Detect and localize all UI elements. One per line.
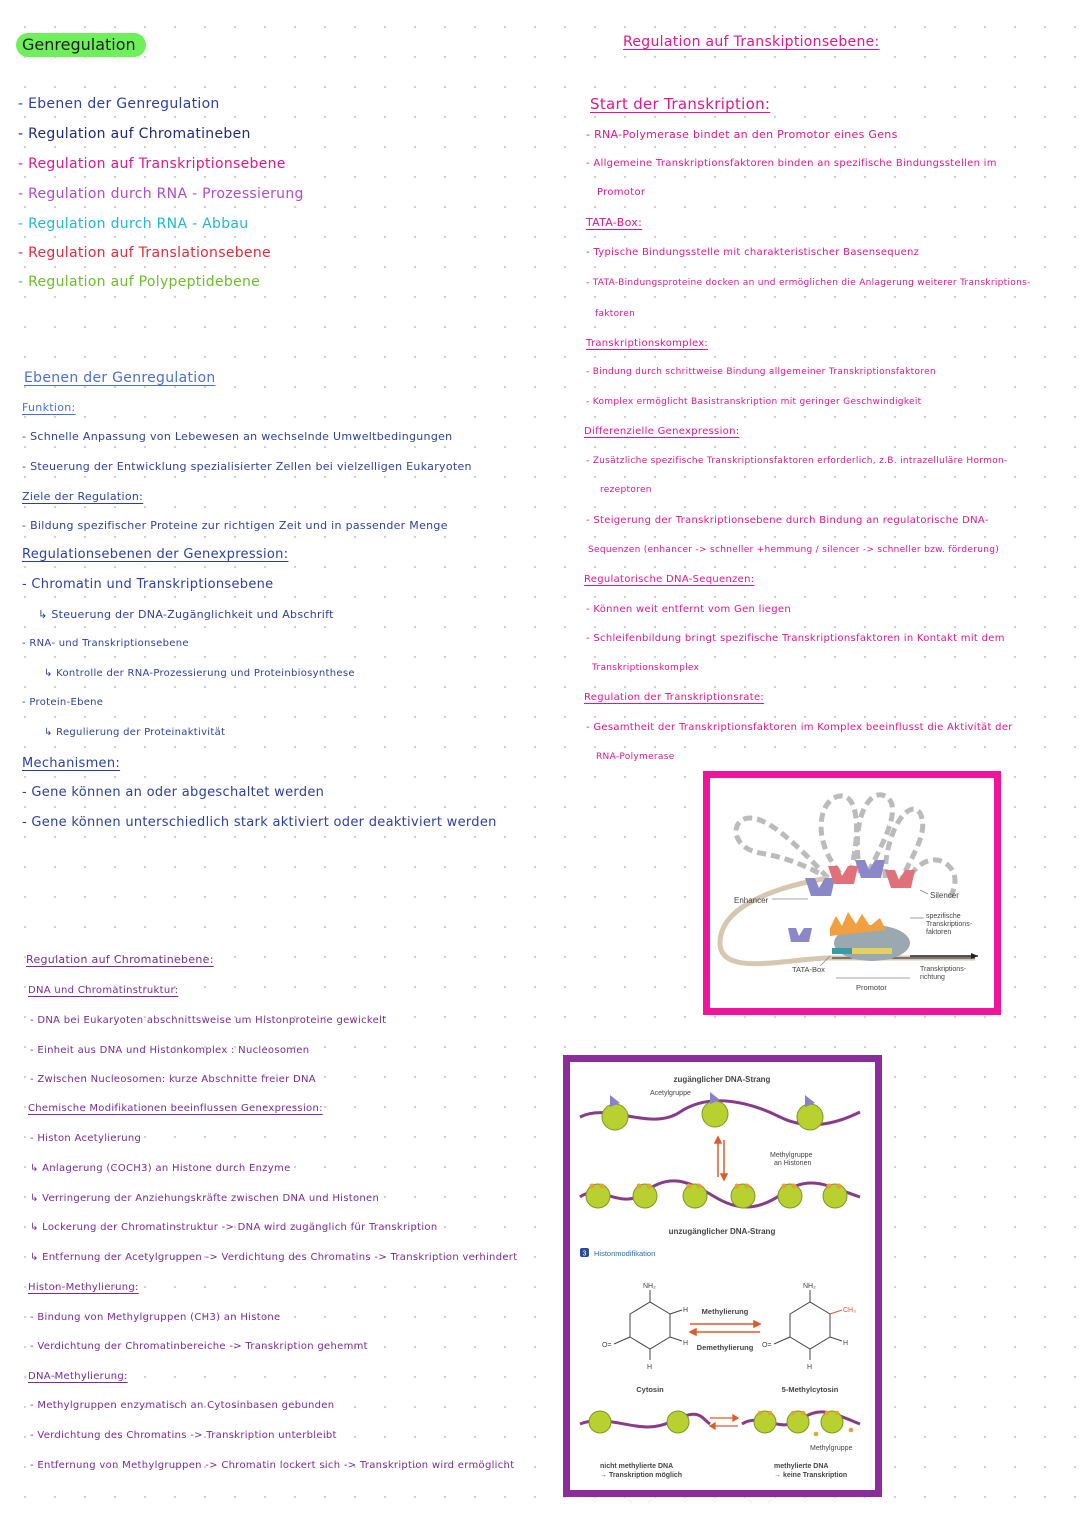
dna-loop bbox=[821, 796, 857, 873]
arrow-down-icon bbox=[721, 1174, 727, 1180]
svg-text:CH₃: CH₃ bbox=[843, 1307, 856, 1314]
figure-badge-number: 3 bbox=[582, 1250, 587, 1258]
enhancer-label: Enhancer bbox=[734, 896, 769, 905]
svg-text:H: H bbox=[843, 1340, 849, 1347]
overview-item: - Regulation auf Polypeptidebene bbox=[18, 274, 261, 290]
subheading: Regulatorische DNA-Sequenzen: bbox=[584, 574, 755, 585]
nucleosome bbox=[683, 1184, 707, 1208]
bullet-text: - Gesamtheit der Transkriptionsfaktoren im Komplex beeinflusst die Aktivität der bbox=[586, 722, 1013, 733]
bullet-text: - Schleifenbildung bringt spezifische Transkriptionsfaktoren in Kontakt mit dem bbox=[586, 633, 1005, 644]
promotor-label: Promotor bbox=[856, 983, 887, 992]
nucleosome bbox=[589, 1411, 611, 1433]
bullet-text: - Bindung durch schrittweise Bindung allgemeiner Transkriptionsfaktoren bbox=[586, 367, 936, 377]
subheading: Regulationsebenen der Genexpression: bbox=[22, 547, 289, 562]
overview-item: - Regulation durch RNA - Abbau bbox=[18, 216, 249, 232]
figure-histone-modification bbox=[563, 1055, 882, 1497]
subheading: Transkriptionskomplex: bbox=[586, 338, 709, 349]
bullet-text: ↳ Kontrolle der RNA-Prozessierung und Proteinbiosynthese bbox=[44, 668, 355, 679]
overview-item: - Ebenen der Genregulation bbox=[18, 96, 220, 112]
subheading: Funktion: bbox=[22, 401, 76, 414]
subheading: Chemische Modifikationen beeinflussen Genexpression: bbox=[28, 1103, 323, 1114]
silencer-protein bbox=[885, 870, 915, 888]
arrow-right-icon bbox=[754, 1321, 760, 1327]
demethylierung-label: Demethylierung bbox=[696, 1343, 754, 1352]
svg-text:NH₂: NH₂ bbox=[643, 1283, 656, 1290]
specific-factors-label: spezifische bbox=[926, 913, 961, 920]
bullet-text: - Protein-Ebene bbox=[22, 697, 104, 708]
bullet-text: - Komplex ermöglicht Basistranskription mit geringer Geschwindigkeit bbox=[586, 397, 922, 407]
bullet-text: - Typische Bindungsstelle mit charakteristischer Basensequenz bbox=[586, 247, 920, 258]
nucleosome bbox=[731, 1184, 755, 1208]
bullet-text: - Einheit aus DNA und Histonkomplex : Nucleosomen bbox=[30, 1045, 310, 1056]
bullet-text: RNA-Polymerase bbox=[596, 752, 675, 762]
bullet-text: Sequenzen (enhancer -> schneller +hemmung / silencer -> schneller bzw. förderung) bbox=[588, 545, 1000, 555]
svg-text:H: H bbox=[807, 1364, 813, 1371]
inaccessible-strand-label: unzugänglicher DNA-Strang bbox=[668, 1227, 776, 1236]
histonmod-label: Histonmodifikation bbox=[594, 1249, 656, 1258]
svg-text:H: H bbox=[683, 1340, 689, 1347]
page-title: Genregulation bbox=[16, 33, 146, 57]
bullet-text: - DNA bei Eukaryoten abschnittsweise um Histonproteine gewickelt bbox=[30, 1015, 387, 1026]
cytosine-structure bbox=[614, 1290, 682, 1360]
tata-box-label: TATA-Box bbox=[792, 965, 825, 974]
bullet-text: - Steuerung der Entwicklung spezialisierter Zellen bei vielzelligen Eukaryoten bbox=[22, 460, 472, 473]
methyl-histone-label: an Histonen bbox=[774, 1160, 812, 1167]
direction-label: Transkriptions- bbox=[920, 966, 967, 973]
svg-text:H: H bbox=[683, 1307, 689, 1314]
bullet-text: ↳ Verringerung der Anziehungskräfte zwischen DNA und Histonen bbox=[30, 1193, 380, 1204]
methylcytosine-structure bbox=[774, 1290, 842, 1360]
nucleosome bbox=[787, 1411, 809, 1433]
tata-box bbox=[832, 948, 852, 954]
svg-text:O=: O= bbox=[762, 1342, 772, 1349]
arrow-left-icon bbox=[690, 1329, 696, 1335]
cytosin-label: Cytosin bbox=[636, 1385, 664, 1394]
bullet-text: - RNA- und Transkriptionsebene bbox=[22, 638, 189, 649]
subheading: Regulation der Transkriptionsrate: bbox=[584, 692, 765, 703]
overview-item: - Regulation auf Chromatineben bbox=[18, 126, 251, 142]
bullet-text: - RNA-Polymerase bindet an den Promotor eines Gens bbox=[586, 128, 898, 141]
methyl-histone-label: Methylgruppe bbox=[770, 1152, 813, 1159]
arrow-up-icon bbox=[715, 1137, 721, 1143]
overview-item: - Regulation durch RNA - Prozessierung bbox=[18, 186, 304, 202]
methylierung-label: Methylierung bbox=[701, 1307, 749, 1316]
bullet-text: - Entfernung von Methylgruppen -> Chromatin lockert sich -> Transkription wird ermöglicht bbox=[30, 1460, 515, 1471]
bullet-text: ↳ Steuerung der DNA-Zugänglichkeit und Abschrift bbox=[38, 608, 334, 621]
nucleosome bbox=[667, 1411, 689, 1433]
bullet-text: - Bindung von Methylgruppen (CH3) an Histone bbox=[30, 1312, 281, 1323]
bullet-text: - Steigerung der Transkriptionsebene durch Bindung an regulatorische DNA- bbox=[586, 515, 989, 526]
subheading: Mechanismen: bbox=[22, 756, 121, 771]
methylated-label: methylierte DNA bbox=[774, 1463, 829, 1470]
bullet-text: - Allgemeine Transkriptionsfaktoren binden an spezifische Bindungsstellen im bbox=[586, 158, 997, 169]
bullet-text: - Gene können an oder abgeschaltet werden bbox=[22, 785, 325, 800]
bullet-text: - Verdichtung der Chromatinbereiche -> Transkription gehemmt bbox=[30, 1341, 368, 1352]
bullet-text: ↳ Lockerung der Chromatinstruktur -> DNA wird zugänglich für Transkription bbox=[30, 1222, 438, 1233]
arrow-right-icon bbox=[733, 1415, 738, 1421]
bullet-text: - Chromatin und Transkriptionsebene bbox=[22, 577, 274, 592]
dna-strand bbox=[580, 1181, 860, 1207]
nucleosome bbox=[797, 1104, 823, 1130]
overview-item: - Regulation auf Translationsebene bbox=[18, 245, 271, 261]
section-heading: Regulation auf Transkiptionsebene: bbox=[623, 34, 880, 50]
bullet-text: faktoren bbox=[595, 309, 636, 319]
subheading: Start der Transkription: bbox=[590, 95, 771, 113]
methylgruppe-label: Methylgruppe bbox=[810, 1445, 853, 1452]
bullet-text: rezeptoren bbox=[600, 485, 652, 495]
subheading: DNA und Chromatinstruktur: bbox=[28, 985, 179, 996]
subheading: Ziele der Regulation: bbox=[22, 490, 144, 503]
specific-factors-label: Transkriptions- bbox=[926, 921, 973, 928]
bullet-text: - Gene können unterschiedlich stark aktiviert oder deaktiviert werden bbox=[22, 815, 497, 830]
activator-protein bbox=[855, 860, 885, 878]
svg-text:O=: O= bbox=[602, 1342, 612, 1349]
bullet-text: ↳ Regulierung der Proteinaktivität bbox=[44, 727, 226, 738]
bullet-text: - Schnelle Anpassung von Lebewesen an wechselnde Umweltbedingungen bbox=[22, 430, 453, 443]
bullet-text: - Histon Acetylierung bbox=[30, 1133, 142, 1144]
bullet-text: - Zwischen Nucleosomen: kurze Abschnitte freier DNA bbox=[30, 1074, 316, 1085]
nucleosome bbox=[778, 1184, 802, 1208]
subheading: Histon-Methylierung: bbox=[28, 1282, 139, 1293]
accessible-strand-label: zugänglicher DNA-Strang bbox=[673, 1075, 771, 1084]
section-heading: Regulation auf Chromatinebene: bbox=[26, 953, 214, 966]
bullet-text: - TATA-Bindungsproteine docken an und ermöglichen die Anlagerung weiterer Transkriptions- bbox=[586, 278, 1031, 288]
specific-factors-label: faktoren bbox=[926, 929, 952, 936]
nucleosome bbox=[586, 1184, 610, 1208]
unmethylated-label: → Transkription möglich bbox=[600, 1472, 683, 1479]
methylcytosin-label: 5-Methylcytosin bbox=[781, 1385, 839, 1394]
section-heading: Ebenen der Genregulation bbox=[24, 370, 216, 386]
bullet-text: Transkriptionskomplex bbox=[592, 663, 700, 673]
nucleosome bbox=[702, 1101, 728, 1127]
tata-binding-protein bbox=[788, 928, 812, 942]
nucleosome bbox=[821, 1411, 843, 1433]
subheading: TATA-Box: bbox=[586, 216, 643, 229]
promotor-region bbox=[852, 948, 892, 954]
bullet-text: - Zusätzliche spezifische Transkriptionsfaktoren erforderlich, z.B. intrazelluläre Hormon- bbox=[586, 456, 1008, 466]
nucleosome bbox=[602, 1104, 628, 1130]
bullet-text: ↳ Anlagerung (COCH3) an Histone durch Enzyme bbox=[30, 1163, 291, 1174]
overview-item: - Regulation auf Transkriptionsebene bbox=[18, 156, 286, 172]
transcription-diagram bbox=[710, 778, 994, 1008]
bullet-text: - Verdichtung des Chromatins -> Transkription unterbleibt bbox=[30, 1430, 337, 1441]
subheading: Differenzielle Genexpression: bbox=[584, 426, 740, 437]
figure-transcription-complex bbox=[703, 771, 1001, 1015]
bullet-text: - Methylgruppen enzymatisch an Cytosinbasen gebunden bbox=[30, 1400, 335, 1411]
direction-label: richtung bbox=[920, 974, 945, 981]
bullet-text: ↳ Entfernung der Acetylgruppen -> Verdichtung des Chromatins -> Transkription verhindert bbox=[30, 1252, 518, 1263]
arrow-left-icon bbox=[710, 1423, 715, 1429]
methylated-label: → keine Transkription bbox=[774, 1472, 848, 1479]
nucleosome bbox=[823, 1184, 847, 1208]
bullet-text: Promotor bbox=[597, 187, 646, 198]
bullet-text: - Bildung spezifischer Proteine zur richtigen Zeit und in passender Menge bbox=[22, 519, 448, 532]
svg-text:H: H bbox=[647, 1364, 653, 1371]
svg-text:NH₂: NH₂ bbox=[803, 1283, 816, 1290]
unmethylated-label: nicht methylierte DNA bbox=[600, 1463, 674, 1470]
histone-diagram bbox=[570, 1062, 875, 1490]
nucleosome bbox=[754, 1411, 776, 1433]
acetyl-label: Acetylgruppe bbox=[650, 1090, 691, 1097]
bullet-text: - Können weit entfernt vom Gen liegen bbox=[586, 604, 791, 615]
nucleosome bbox=[633, 1184, 657, 1208]
silencer-label: Silencer bbox=[930, 891, 959, 900]
subheading: DNA-Methylierung: bbox=[28, 1371, 128, 1382]
dna-loop bbox=[736, 818, 828, 878]
